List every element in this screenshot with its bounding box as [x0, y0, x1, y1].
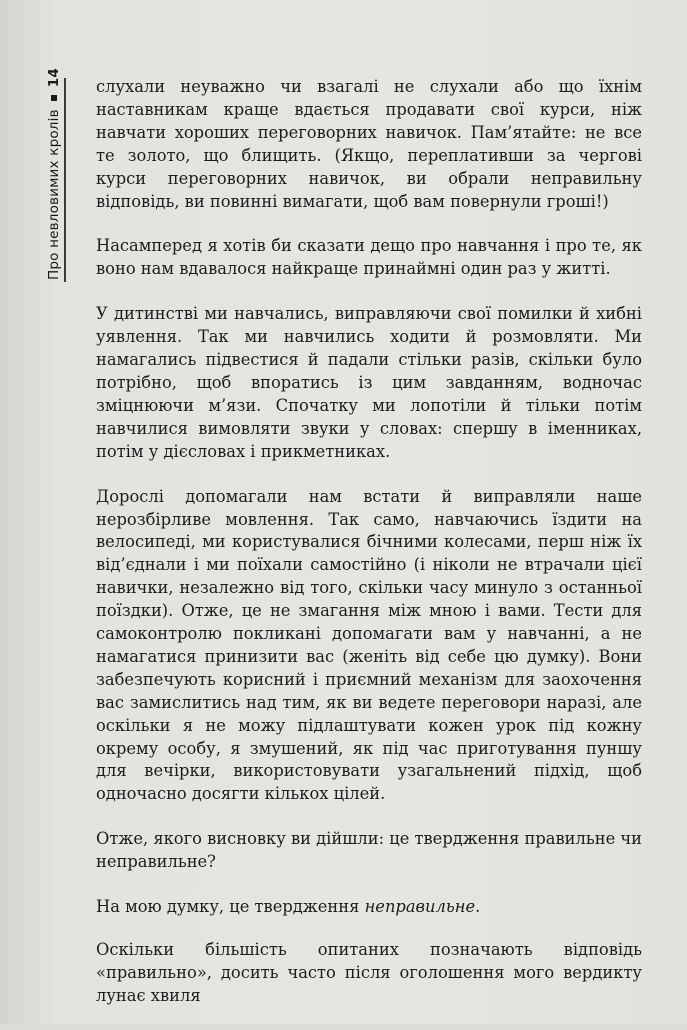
- paragraph-4: Дорослі допомагали нам встати й виправляли наше нерозбірливе мовлення. Так само, навчаючись їздити на велосипеді, ми користувалися бічними колесами, перш ніж їх від’єднали і ми поїхали самостійно (і ніколи не втрачали цієї навички, незалежно від того, скільки часу минуло з останньої поїздки). Отже, це не змагання між мною і вами. Тести для самоконтролю покликані допомагати вам у навчанні, а не намагатися принизити вас (женіть від себе цю думку). Вони забезпечують корисний і приємний механізм для заохочення вас замислитись над тим, як ви ведете переговори наразі, але оскільки я не можу підлаштувати кожен урок під кожну окрему особу, я змушений, як під час приготування пуншу для вечірки, використовувати узагальнений підхід, щоб одночасно досягти кількох цілей.: [96, 486, 642, 804]
- paragraph-1: слухали неуважно чи взагалі не слухали або що їхнім наставникам краще вдається продавати свої курси, ніж навчати хороших переговорних навичок. Пам’ятайте: не все те золото, що блищить. (Якщо, переплативши за чергові курси переговорних навичок, ви обрали неправильну відповідь, ви повинні вимагати, щоб вам повернули гроші!): [96, 77, 642, 211]
- paragraph-2: Насамперед я хотів би сказати дещо про навчання і про те, як воно нам вдавалося найкраще принаймні один раз у житті.: [96, 236, 642, 279]
- opinion-suffix: .: [475, 897, 481, 917]
- vertical-rule: [64, 78, 66, 282]
- opinion-emphasis: неправильне: [364, 897, 476, 917]
- running-head: [46, 68, 62, 280]
- paragraph-last: Оскільки більшість опитаних позначають відповідь «правильно», досить часто після оголошення мого вердикту лунає хвиля: [96, 940, 642, 1005]
- paragraph-opinion: [96, 896, 642, 919]
- body-text: [96, 76, 642, 1030]
- square-bullet-icon: [51, 95, 57, 101]
- running-head-title: Про невловимих кролів: [46, 109, 62, 280]
- opinion-prefix: На мою думку, це твердження: [96, 897, 365, 917]
- paragraph-5: Отже, якого висновку ви дійшли: це твердження правильне чи неправильне?: [96, 829, 643, 872]
- paragraph-3: У дитинстві ми навчались, виправляючи свої помилки й хибні уявлення. Так ми навчились ходити й розмовляти. Ми намагались підвестися й падали стільки разів, скільки було потрібно, щоб впоратись із цим завданням, водночас зміцнюючи м’язи. Спочатку ми лопотіли й тільки потім навчилися вимовляти звуки у словах: спершу в іменниках, потім у дієсловах і прикметниках.: [96, 304, 642, 461]
- page-number: 14: [46, 68, 62, 88]
